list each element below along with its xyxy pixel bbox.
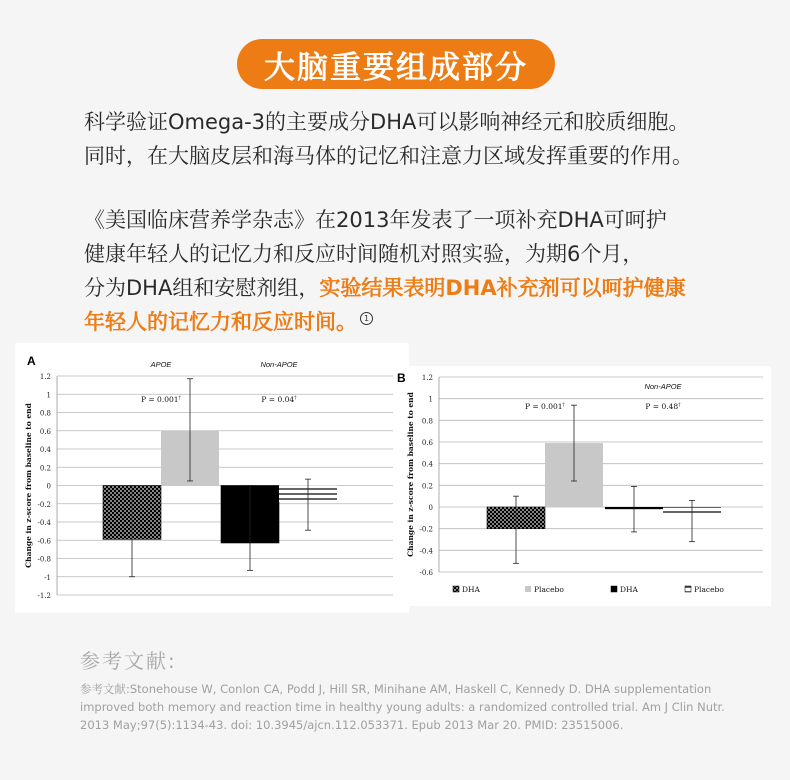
y-tick-label: 0.2	[421, 482, 433, 491]
p-value-label: P = 0.001†	[140, 395, 182, 404]
chart-b-svg	[393, 366, 771, 606]
intro-line-1: 科学验证Omega-3的主要成分DHA可以影响神经元和胶质细胞。	[84, 110, 690, 134]
y-axis-label: Change in z-score from baseline to end	[24, 403, 33, 568]
study-line-3-highlight: 实验结果表明DHA补充剂可以呵护健康	[319, 276, 686, 300]
legend-label: DHA	[620, 585, 638, 594]
study-line-3-plain: 分为DHA组和安慰剂组，	[84, 276, 320, 300]
y-tick-label: -0.2	[37, 500, 51, 509]
y-tick-label: 0.8	[39, 409, 51, 418]
y-tick-label: 0.6	[421, 439, 433, 447]
group-label: Non-APOE	[644, 382, 682, 391]
page-title	[237, 39, 555, 89]
y-tick-label: 0.8	[421, 417, 433, 426]
y-tick-label: 0.4	[39, 446, 51, 454]
y-tick-label: 1	[46, 391, 51, 400]
y-tick-label: -0.4	[37, 519, 51, 527]
y-tick-label: 0.6	[39, 427, 51, 436]
y-tick-label: -0.4	[419, 547, 433, 556]
y-tick-label: -1.2	[37, 592, 51, 600]
intro-line-2: 同时，在大脑皮层和海马体的记忆和注意力区域发挥重要的作用。	[84, 144, 693, 168]
y-tick-label: 1	[428, 395, 433, 404]
y-tick-label: 0.4	[421, 460, 433, 469]
legend-label: Placebo	[694, 585, 724, 594]
y-tick-label: -0.8	[37, 555, 51, 564]
chart-panel-b	[393, 366, 771, 606]
reference-line-3: 2013 May;97(5):1134-43. doi: 10.3945/ajcn.112.053371. Epub 2013 Mar 20. PMID: 23515006.	[80, 718, 624, 732]
y-tick-label: 1.2	[39, 373, 51, 381]
p-value-label: P = 0.04†	[261, 395, 297, 404]
y-tick-label: -0.6	[419, 569, 433, 577]
citation-marker: 1	[360, 312, 373, 325]
group-label: APOE	[150, 360, 172, 369]
panel-label: A	[27, 354, 36, 368]
p-value-label: P = 0.48†	[645, 402, 681, 411]
legend-swatch	[453, 586, 459, 592]
legend-swatch	[525, 586, 531, 592]
reference-line-2: improved both memory and reaction time in healthy young adults: a randomized controlled trial. Am J Clin Nutr.	[80, 700, 725, 714]
y-tick-label: -0.6	[37, 537, 51, 546]
y-tick-label: -1	[44, 573, 51, 582]
study-line-4	[84, 305, 764, 339]
references-section	[80, 645, 740, 734]
study-line-1: 《美国临床营养学杂志》在2013年发表了一项补充DHA可呵护	[84, 208, 667, 232]
panel-label: B	[397, 371, 406, 385]
y-axis-label: Change in z-score from baseline to end	[406, 392, 415, 557]
chart-panel-a	[15, 343, 409, 613]
page-title-text: 大脑重要组成部分	[264, 49, 528, 86]
study-line-2: 健康年轻人的记忆力和反应时间随机对照实验，为期6个月，	[84, 242, 644, 266]
y-tick-label: 0	[46, 482, 51, 491]
y-tick-label: -0.2	[419, 525, 433, 534]
legend-swatch	[611, 586, 617, 592]
references-body	[80, 680, 740, 734]
legend-label: DHA	[462, 585, 480, 594]
study-line-4-highlight: 年轻人的记忆力和反应时间。	[84, 310, 357, 334]
legend-swatch	[685, 586, 691, 592]
study-paragraph	[84, 203, 764, 339]
reference-line-1: 参考文献:Stonehouse W, Conlon CA, Podd J, Hill SR, Minihane AM, Haskell C, Kennedy D. DHA supplementation	[80, 682, 712, 696]
references-title: 参考文献:	[80, 649, 177, 673]
chart-a-svg	[15, 343, 409, 613]
intro-paragraph	[84, 105, 764, 173]
group-label: Non-APOE	[260, 360, 298, 369]
y-tick-label: 0	[428, 504, 433, 512]
legend-label: Placebo	[534, 585, 564, 594]
y-tick-label: 0.2	[39, 464, 51, 473]
p-value-label: P = 0.001†	[524, 402, 566, 411]
study-line-3	[84, 271, 764, 305]
y-tick-label: 1.2	[421, 374, 433, 382]
